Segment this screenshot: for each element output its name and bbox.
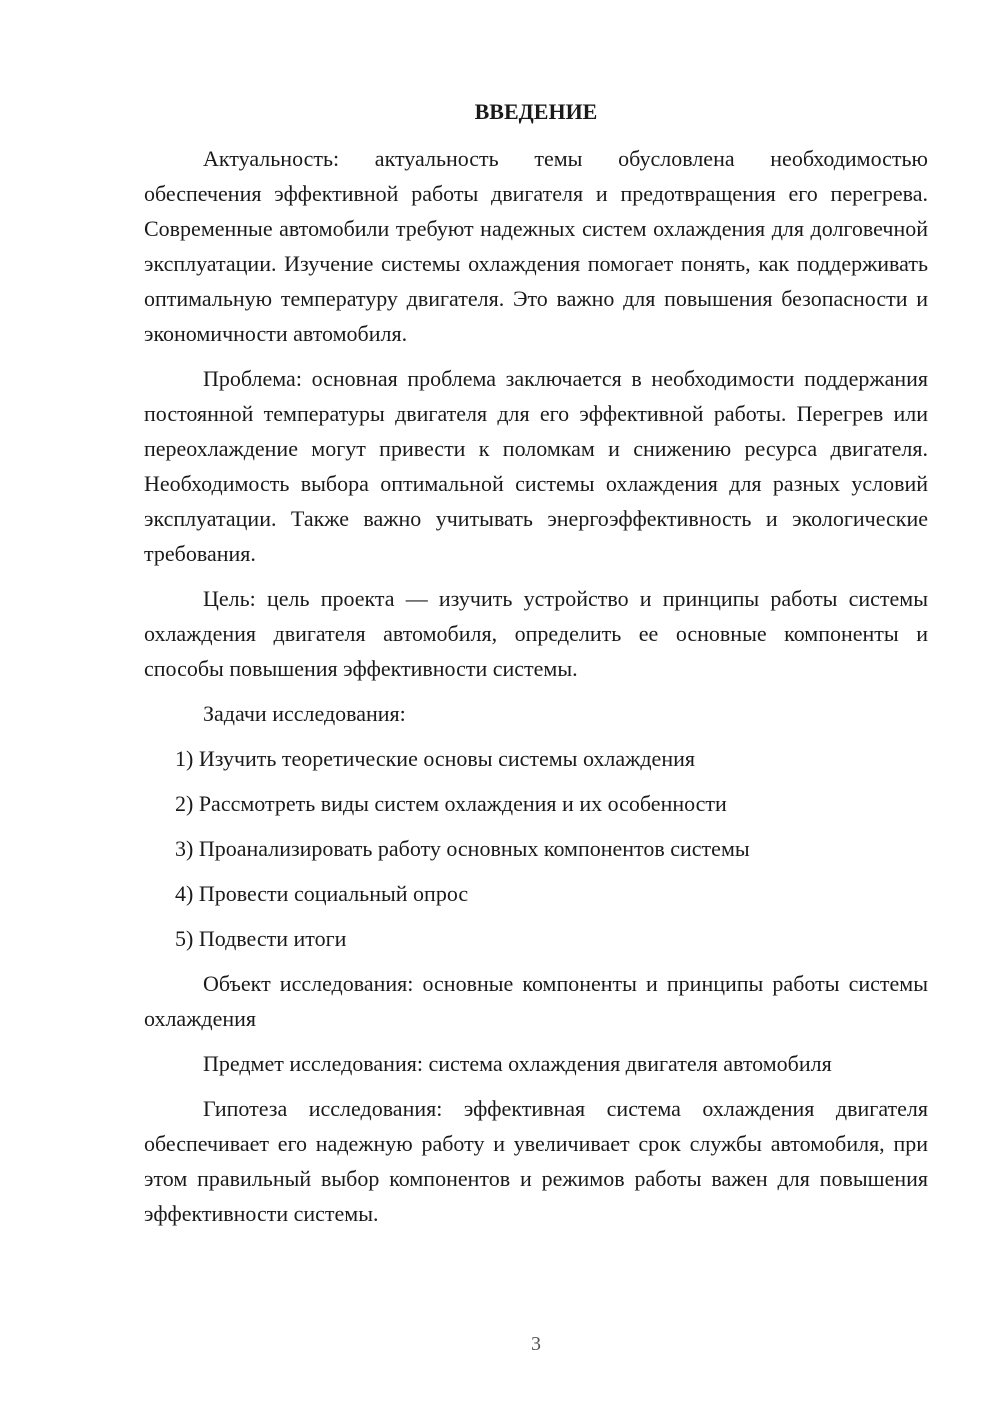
object-paragraph: Объект исследования: основные компоненты и принципы работы системы охлаждения [144,971,928,1031]
document-page [144,94,928,1241]
hypothesis-paragraph: Гипотеза исследования: эффективная система охлаждения двигателя обеспечивает его надежную работу и увеличивает срок службы автомобиля, при этом правильный выбор компонентов и режимов работы важен для повышения эффективности системы. [144,1096,928,1226]
subject-paragraph: Предмет исследования: система охлаждения двигателя автомобиля [203,1051,832,1076]
task-item: 1) Изучить теоретические основы системы охлаждения [175,746,695,771]
task-item: 4) Провести социальный опрос [175,881,469,906]
section-title: ВВЕДЕНИЕ [474,99,598,124]
problem-paragraph: Проблема: основная проблема заключается в необходимости поддержания постоянной температуры двигателя для его эффективной работы. Перегрев или переохлаждение могут привести к поломкам и снижению ресурса двигателя. Необходимость выбора оптимальной системы охлаждения для разных условий эксплуатации. Также важно учитывать энергоэффективность и экологические требования. [144,366,928,566]
tasks-heading: Задачи исследования: [203,701,406,726]
task-item: 3) Проанализировать работу основных компонентов системы [175,836,750,861]
task-item: 2) Рассмотреть виды систем охлаждения и их особенности [175,791,727,816]
relevance-paragraph: Актуальность: актуальность темы обусловлена необходимостью обеспечения эффективной работы двигателя и предотвращения его перегрева. Современные автомобили требуют надежных систем охлаждения для долговечной эксплуатации. Изучение системы охлаждения помогает понять, как поддерживать оптимальную температуру двигателя. Это важно для повышения безопасности и экономичности автомобиля. [144,146,928,346]
page-number: 3 [531,1333,541,1355]
goal-paragraph: Цель: цель проекта — изучить устройство и принципы работы системы охлаждения двигателя автомобиля, определить ее основные компоненты и способы повышения эффективности системы. [144,586,928,681]
task-item: 5) Подвести итоги [175,926,347,951]
